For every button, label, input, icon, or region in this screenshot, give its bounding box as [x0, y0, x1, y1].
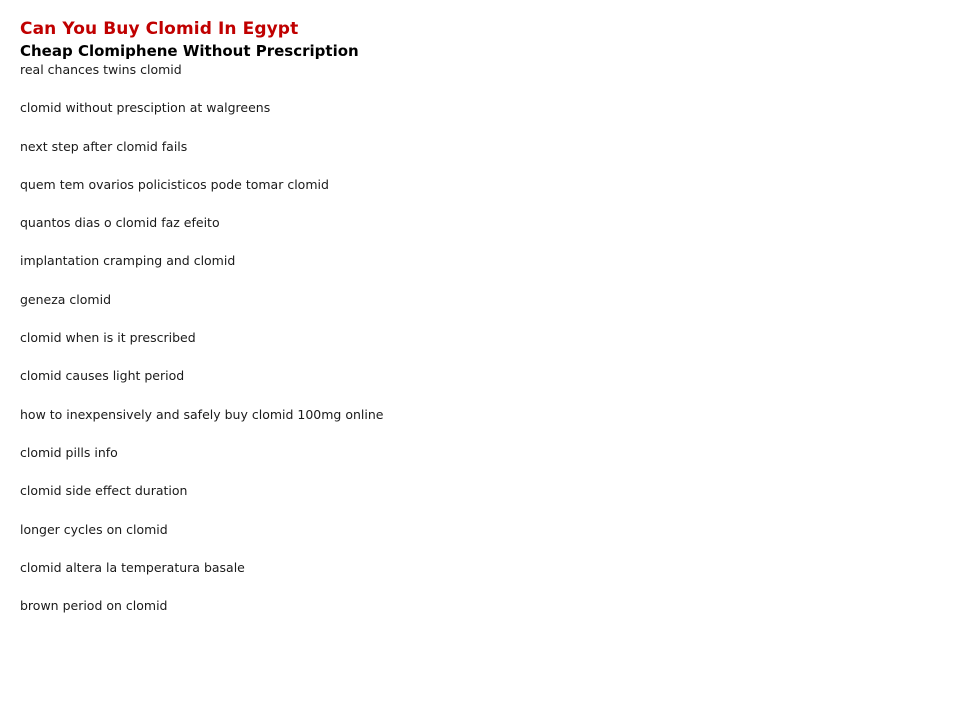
keyword-list — [20, 61, 940, 635]
list-item: quantos dias o clomid faz efeito — [20, 215, 220, 231]
list-item: clomid side effect duration — [20, 483, 188, 499]
list-item: clomid without presciption at walgreens — [20, 100, 271, 116]
list-item: longer cycles on clomid — [20, 521, 168, 537]
list-item: real chances twins clomid — [20, 62, 182, 77]
list-item: clomid causes light period — [20, 368, 185, 384]
page-content — [20, 17, 940, 635]
list-item: quem tem ovarios policisticos pode tomar clomid — [20, 176, 329, 192]
list-item: clomid when is it prescribed — [20, 330, 196, 346]
list-item: brown period on clomid — [20, 598, 168, 614]
list-item: how to inexpensively and safely buy clomid 100mg online — [20, 406, 384, 422]
list-item: next step after clomid fails — [20, 138, 188, 154]
list-item: clomid pills info — [20, 444, 118, 460]
page-subtitle: Cheap Clomiphene Without Prescription — [20, 42, 359, 60]
page-title: Can You Buy Clomid In Egypt — [20, 19, 299, 39]
list-item: clomid altera la temperatura basale — [20, 559, 245, 575]
list-item: implantation cramping and clomid — [20, 253, 236, 269]
list-item: geneza clomid — [20, 291, 112, 307]
